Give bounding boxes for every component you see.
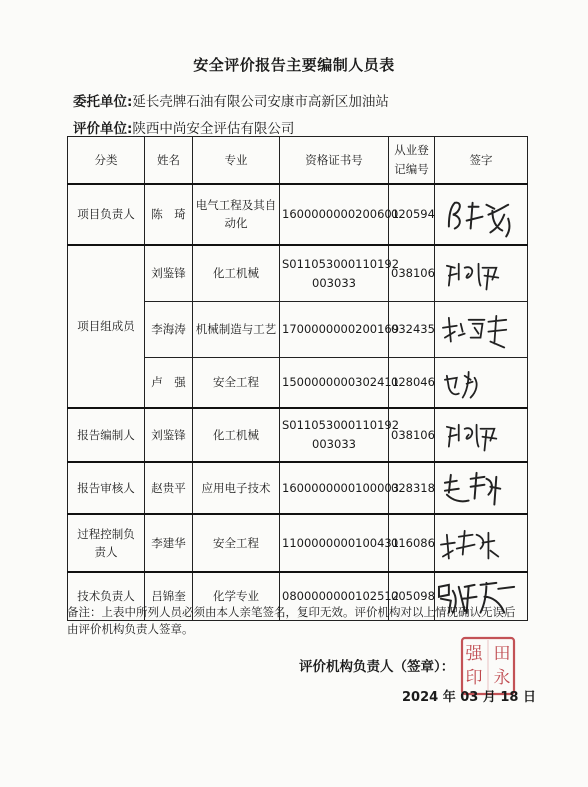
specialty-line: 电气工程及其自	[195, 197, 277, 212]
certificate-cell: 1600000000100003	[280, 462, 389, 514]
category-cell: 报告审核人	[68, 462, 145, 514]
signature-cell	[435, 184, 528, 245]
name-cell: 李海涛	[145, 302, 193, 357]
certificate-line: S011053000110192	[282, 418, 400, 433]
certificate-line: S011053000110192	[282, 257, 400, 272]
category-cell: 报告编制人	[68, 408, 145, 461]
practice-no-cell: 005098	[389, 572, 435, 620]
table-row	[68, 514, 528, 572]
signature-handwriting	[435, 463, 527, 513]
practice-no-cell: 028046	[389, 357, 435, 408]
table-row	[68, 245, 528, 302]
category-line: 过程控制负	[77, 526, 135, 541]
practice-no-cell: 038106	[389, 408, 435, 461]
name-cell: 刘鉴锋	[145, 245, 193, 302]
certificate-cell: 0800000000102512	[280, 572, 389, 620]
specialty-cell: 应用电子技术	[193, 462, 280, 514]
category-cell: 项目负责人	[68, 184, 145, 245]
practice-no-cell: 016086	[389, 514, 435, 572]
specialty-cell: 安全工程	[193, 514, 280, 572]
specialty-cell	[193, 184, 280, 245]
specialty-cell: 化学专业	[193, 572, 280, 620]
signature-cell	[435, 302, 528, 357]
category-cell	[68, 245, 145, 408]
signature-cell	[435, 357, 528, 408]
practice-no-cell: 020594	[389, 184, 435, 245]
header-practice-no-line2: 记编号	[394, 161, 429, 176]
svg-text:印: 印	[465, 668, 483, 688]
name-cell: 赵贵平	[145, 462, 193, 514]
signature-cell	[435, 408, 528, 461]
signature-handwriting	[435, 185, 527, 244]
header-certificate: 资格证书号	[280, 137, 389, 184]
responsible-person-label: 评价机构负责人（签章）：	[299, 659, 455, 675]
signature-handwriting	[435, 515, 527, 571]
evaluator-value: 陕西中尚安全评估有限公司	[132, 121, 295, 137]
specialty-line: 动化	[224, 216, 248, 231]
remarks-note: 备注：上表中所列人员必须由本人亲笔签名，复印无效。评价机构对以上情况确认无误后由评价机构负责人签章。	[67, 605, 516, 636]
staff-table	[67, 136, 528, 621]
name-cell: 吕锦奎	[145, 572, 193, 620]
header-signature: 签字	[435, 137, 528, 184]
header-practice-no	[389, 137, 435, 184]
signature-cell	[435, 245, 528, 302]
practice-no-cell: 032435	[389, 302, 435, 357]
svg-text:强: 强	[465, 644, 483, 664]
specialty-cell: 化工机械	[193, 245, 280, 302]
certificate-line: 003033	[312, 275, 356, 290]
name-cell: 刘鉴锋	[145, 408, 193, 461]
client-line	[73, 90, 389, 110]
certificate-cell: 1600000000200601	[280, 184, 389, 245]
signature-handwriting	[435, 246, 527, 301]
client-label: 委托单位:	[73, 94, 133, 110]
table-row	[68, 184, 528, 245]
specialty-cell: 化工机械	[193, 408, 280, 461]
specialty-cell: 机械制造与工艺	[193, 302, 280, 357]
certificate-line: 003033	[312, 436, 356, 451]
header-name: 姓名	[145, 137, 193, 184]
table-header-row	[68, 137, 528, 184]
header-specialty: 专业	[193, 137, 280, 184]
certificate-cell	[280, 408, 400, 461]
signature-handwriting	[435, 358, 527, 407]
evaluator-line	[73, 117, 294, 137]
table-row	[68, 408, 528, 461]
document-title: 安全评价报告主要编制人员表	[193, 56, 395, 74]
header-practice-no-line1: 从业登	[394, 143, 429, 158]
certificate-cell: 1500000000302411	[280, 357, 389, 408]
specialty-cell: 安全工程	[193, 357, 280, 408]
category-cell	[68, 514, 145, 572]
category-line: 责人	[94, 545, 118, 560]
certificate-cell: 1700000000200169	[280, 302, 389, 357]
signature-handwriting	[435, 302, 527, 356]
signature-cell	[435, 462, 528, 514]
table-row	[68, 462, 528, 514]
svg-text:田: 田	[493, 644, 511, 664]
header-category: 分类	[68, 137, 145, 184]
practice-no-cell: 028318	[389, 462, 435, 514]
signature-handwriting	[435, 409, 527, 460]
name-cell: 李建华	[145, 514, 193, 572]
category-cell: 技术负责人	[68, 572, 145, 620]
certificate-cell	[280, 245, 400, 302]
category-label: 项目组成员	[77, 319, 135, 334]
certificate-cell: 1100000000100431	[280, 514, 389, 572]
practice-no-cell: 038106	[389, 245, 435, 302]
document-date: 2024 年 03 月 18 日	[402, 690, 536, 705]
name-cell: 陈 琦	[145, 184, 193, 245]
name-cell: 卢 强	[145, 357, 193, 408]
signature-cell	[435, 514, 528, 572]
client-value: 延长壳牌石油有限公司安康市高新区加油站	[132, 94, 389, 110]
svg-text:永: 永	[493, 668, 511, 688]
evaluator-label: 评价单位:	[73, 121, 133, 137]
